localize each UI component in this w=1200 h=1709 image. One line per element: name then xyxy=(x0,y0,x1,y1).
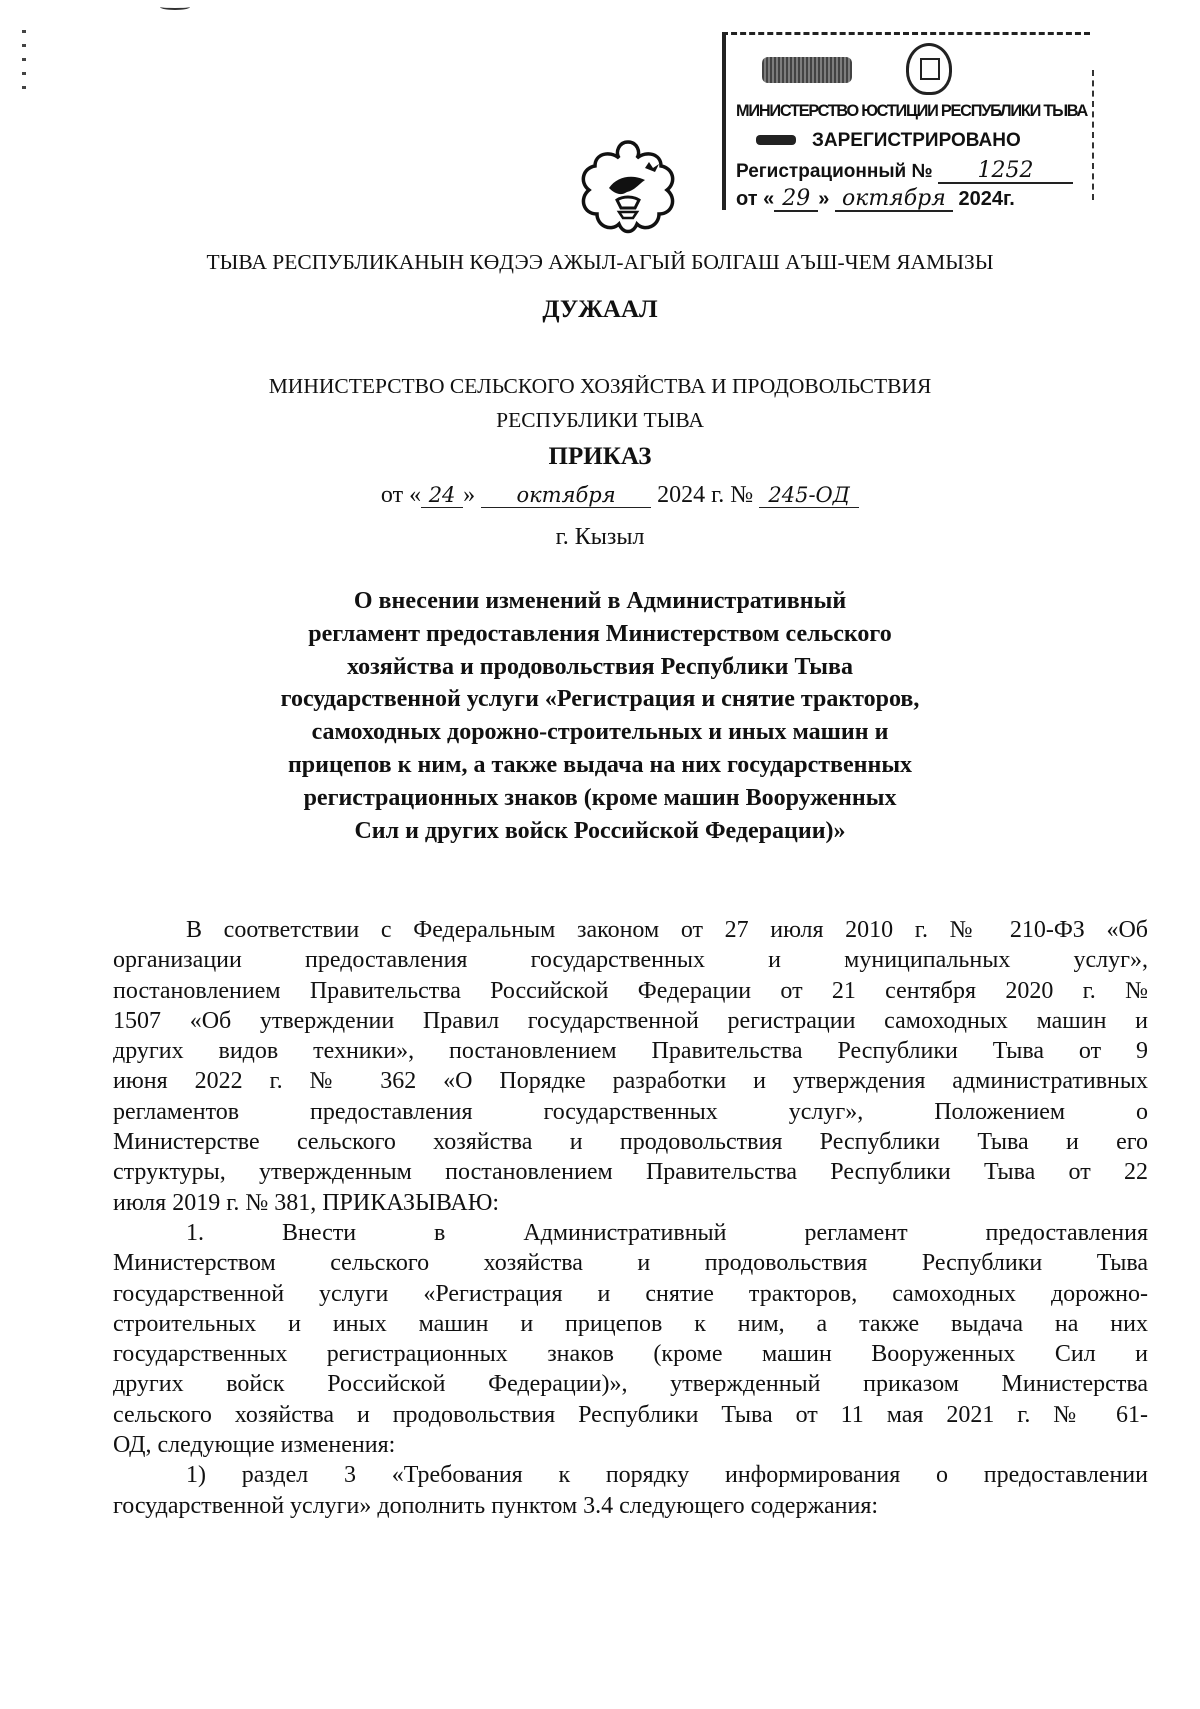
order-year: 2024 г. № xyxy=(657,482,754,508)
order-subject-line: Сил и других войск Российской Федерации)» xyxy=(354,817,846,844)
stamp-date-mid: » xyxy=(818,188,830,210)
stamp-date-line xyxy=(736,187,1015,212)
order-date-month: октября xyxy=(481,483,651,508)
body-line: 1507 «Об утверждении Правил государственной регистрации самоходных машин и xyxy=(113,1007,1148,1034)
body-line: сельского хозяйства и продовольствия Республики Тыва от 11 мая 2021 г. № 61- xyxy=(113,1401,1148,1428)
stamp-ministry-line: МИНИСТЕРСТВО ЮСТИЦИИ РЕСПУБЛИКИ ТЫВА xyxy=(736,101,1088,120)
body-line-item-1: 1. Внести в Административный регламент предоставления xyxy=(186,1219,1148,1246)
order-date-prefix: от « xyxy=(380,482,422,508)
tuva-order-title: ДУЖААЛ xyxy=(542,296,658,323)
body-line: постановлением Правительства Российской Федерации от 21 сентября 2020 г. № xyxy=(113,977,1148,1004)
stamp-date-day: 29 xyxy=(774,187,818,212)
body-line: структуры, утвержденным постановлением Правительства Республики Тыва от 22 xyxy=(113,1159,1148,1186)
body-line: других видов техники», постановлением Правительства Республики Тыва от 9 xyxy=(113,1038,1148,1065)
body-line: регламентов предоставления государственных услуг», Положением о xyxy=(113,1098,1148,1125)
scan-artifact-dots xyxy=(22,30,26,90)
body-line: государственных регистрационных знаков (кроме машин Вооруженных Сил и xyxy=(113,1341,1148,1368)
order-city: г. Кызыл xyxy=(555,524,645,550)
stamp-year-suffix: г. xyxy=(1002,188,1015,210)
body-line: государственной услуги» дополнить пунктом 3.4 следующего содержания: xyxy=(113,1492,879,1519)
body-line: других войск Российской Федерации)», утвержденный приказом Министерства xyxy=(113,1371,1148,1398)
order-title: ПРИКАЗ xyxy=(548,443,652,470)
stamp-reg-label: Регистрационный № xyxy=(736,161,933,182)
order-subject-line: О внесении изменений в Административный xyxy=(353,588,847,614)
body-line: строительных и иных машин и прицепов к ним, а также выдача на них xyxy=(113,1310,1148,1337)
stamp-registered-line: ЗАРЕГИСТРИРОВАНО xyxy=(812,130,1021,151)
body-line-subitem-1: 1) раздел 3 «Требования к порядку информирования о предоставлении xyxy=(186,1462,1148,1489)
order-date-line xyxy=(0,482,1200,509)
order-subject-line: самоходных дорожно-строительных и иных машин и xyxy=(311,719,889,746)
body-line: организации предоставления государственных и муниципальных услуг», xyxy=(113,947,1148,974)
body-line: июня 2022 г. № 362 «О Порядке разработки и утверждения административных xyxy=(113,1068,1148,1095)
order-subject-line: прицепов к ним, а также выдача на них государственных xyxy=(287,751,913,778)
registration-stamp xyxy=(722,32,1090,210)
body-line: Министерством сельского хозяйства и продовольствия Республики Тыва xyxy=(113,1250,1148,1277)
body-line: В соответствии с Федеральным законом от 27 июля 2010 г. № 210-ФЗ «Об xyxy=(186,917,1148,943)
coat-of-arms-icon xyxy=(575,138,681,236)
ministry-name-line-1: МИНИСТЕРСТВО СЕЛЬСКОГО ХОЗЯЙСТВА И ПРОДОВОЛЬСТВИЯ xyxy=(268,374,932,398)
tuva-ministry-name: ТЫВА РЕСПУБЛИКАНЫН КӨДЭЭ АЖЫЛ-АГЫЙ БОЛГАШ АЪШ-ЧЕМ ЯАМЫЗЫ xyxy=(206,250,994,274)
order-date-close: » xyxy=(463,482,476,508)
stamp-date-month: октября xyxy=(835,187,953,212)
order-subject-line: регламент предоставления Министерством сельского xyxy=(308,620,892,647)
stamp-edge xyxy=(1092,70,1096,200)
body-line: Министерстве сельского хозяйства и продовольствия Республики Тыва и его xyxy=(113,1129,1148,1156)
body-line: июля 2019 г. № 381, ПРИКАЗЫВАЮ: xyxy=(113,1189,500,1216)
order-subject xyxy=(0,585,1200,847)
stamp-ink-mark xyxy=(756,135,796,145)
stamp-ink-blot xyxy=(762,57,852,83)
scan-artifact xyxy=(160,4,190,10)
stamp-year: 2024 xyxy=(958,188,1003,210)
order-date-day: 24 xyxy=(421,483,463,508)
body-line: ОД, следующие изменения: xyxy=(113,1432,396,1459)
stamp-reg-number: 1252 xyxy=(938,159,1073,184)
ministry-name-line-2: РЕСПУБЛИКИ ТЫВА xyxy=(496,408,704,432)
stamp-reg-number-line xyxy=(736,159,1073,184)
order-subject-line: регистрационных знаков (кроме машин Вооруженных xyxy=(303,784,897,811)
stamp-date-prefix: от « xyxy=(736,188,775,210)
order-subject-line: хозяйства и продовольствия Республики Тыва xyxy=(347,653,853,680)
order-subject-line: государственной услуги «Регистрация и снятие тракторов, xyxy=(280,686,920,713)
stamp-emblem-icon xyxy=(906,43,952,95)
body-line: государственной услуги «Регистрация и снятие тракторов, самоходных дорожно- xyxy=(113,1280,1148,1307)
order-body xyxy=(113,915,1148,1521)
order-number: 245-ОД xyxy=(759,483,859,508)
